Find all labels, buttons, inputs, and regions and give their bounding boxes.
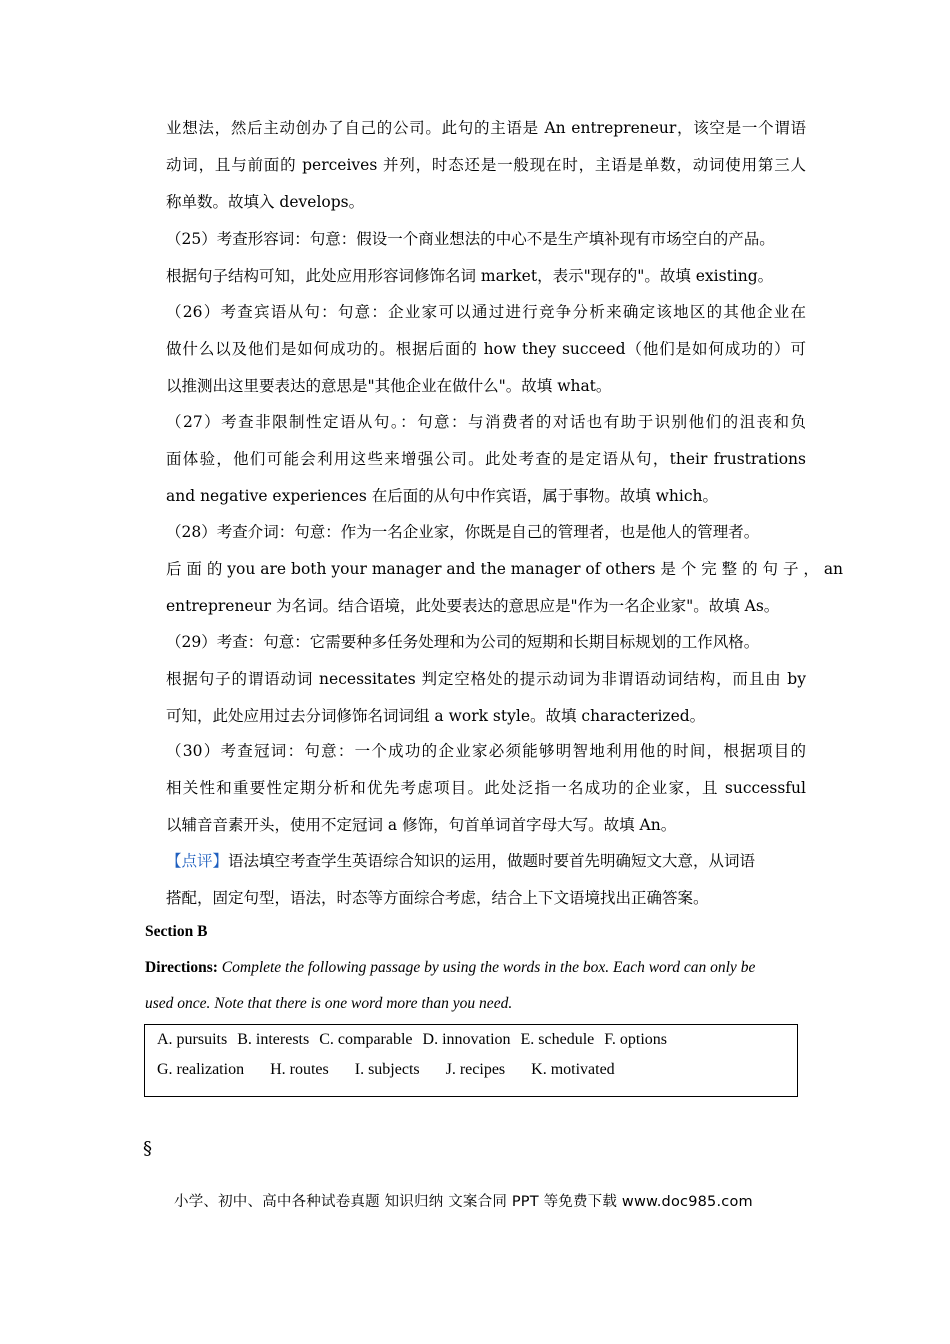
comment-tag: 【点评】 <box>166 852 229 870</box>
explanation-27-line-1: （27）考查非限制性定语从句。：句意：与消费者的对话也有助于识别他们的沮丧和负 <box>166 413 806 431</box>
word-option: H. routes <box>270 1061 329 1078</box>
explanation-28-line-1: （28）考查介词：句意：作为一名企业家，你既是自己的管理者，也是他人的管理者。 <box>166 523 760 541</box>
explanation-26-line-2: 做什么以及他们是如何成功的。根据后面的 how they succeed（他们是如何成功的）可 <box>166 340 806 358</box>
word-option: J. recipes <box>445 1061 506 1078</box>
directions-line-1 <box>145 949 755 986</box>
word-option: K. motivated <box>531 1061 615 1078</box>
explanation-29-line-2: 根据句子的谓语动词 necessitates 判定空格处的提示动词为非谓语动词结构，而且由 by <box>166 670 806 688</box>
word-option: F. options <box>604 1031 668 1048</box>
explanation-27-line-2: 面体验，他们可能会利用这些来增强公司。此处考查的是定语从句，their frustrations <box>166 450 806 468</box>
explanation-28-line-3: entrepreneur 为名词。结合语境，此处要表达的意思应是"作为一名企业家"。故填 As。 <box>166 597 780 615</box>
explanation-26-line-1: （26）考查宾语从句：句意：企业家可以通过进行竞争分析来确定该地区的其他企业在 <box>166 303 806 321</box>
directions-line-2 <box>145 985 512 1022</box>
explanation-29-line-1: （29）考查：句意：它需要种多任务处理和为公司的短期和长期目标规划的工作风格。 <box>166 633 760 651</box>
comment-line-1 <box>166 843 755 880</box>
explanation-30-line-1: （30）考查冠词：句意：一个成功的企业家必须能够明智地利用他的时间，根据项目的 <box>166 742 806 760</box>
comment-text-1: 语法填空考查学生英语综合知识的运用，做题时要首先明确短文大意，从词语 <box>228 852 756 870</box>
explanation-24-line-2: 动词，且与前面的 perceives 并列，时态还是一般现在时，主语是单数，动词使用第三人 <box>166 156 806 174</box>
directions-text-1: Complete the following passage by using the words in the box. Each word can only be <box>217 959 756 976</box>
explanation-28-line-2: 后 面 的 you are both your manager and the manager of others 是 个 完 整 的 句 子 ， an <box>166 560 844 578</box>
explanation-27-line-3: and negative experiences 在后面的从句中作宾语，属于事物。故填 which。 <box>166 487 718 505</box>
word-bank-row-2 <box>157 1061 637 1079</box>
directions-text-2: used once. Note that there is one word more than you need. <box>145 995 513 1012</box>
section-mark: § <box>143 1138 152 1159</box>
explanation-30-line-3: 以辅音音素开头，使用不定冠词 a 修饰，句首单词首字母大写。故填 An。 <box>166 816 677 834</box>
explanation-25-line-2: 根据句子结构可知，此处应用形容词修饰名词 market，表示"现存的"。故填 existing。 <box>166 267 774 285</box>
word-option: A. pursuits <box>157 1031 228 1048</box>
explanation-29-line-3: 可知，此处应用过去分词修饰名词词组 a work style。故填 characterized。 <box>166 707 706 725</box>
word-option: I. subjects <box>354 1061 420 1078</box>
word-option: E. schedule <box>520 1031 595 1048</box>
page-footer: 小学、初中、高中各种试卷真题 知识归纳 文案合同 PPT 等免费下载 www.doc985.com <box>174 1194 753 1210</box>
section-b-heading: Section B <box>145 923 208 940</box>
word-option: G. realization <box>157 1061 245 1078</box>
word-option: D. innovation <box>422 1031 511 1048</box>
explanation-30-line-2: 相关性和重要性定期分析和优先考虑项目。此处泛指一名成功的企业家，且 successful <box>166 779 806 797</box>
word-bank-box <box>144 1024 798 1097</box>
directions-label: Directions: <box>145 959 218 976</box>
explanation-24-line-1: 业想法，然后主动创办了自己的公司。此句的主语是 An entrepreneur，该空是一个谓语 <box>166 119 806 137</box>
word-option: C. comparable <box>319 1031 413 1048</box>
explanation-26-line-3: 以推测出这里要表达的意思是"其他企业在做什么"。故填 what。 <box>166 377 612 395</box>
word-option: B. interests <box>237 1031 310 1048</box>
explanation-25-line-1: （25）考查形容词：句意：假设一个商业想法的中心不是生产填补现有市场空白的产品。 <box>166 230 775 248</box>
word-bank-row-1 <box>157 1031 673 1049</box>
comment-line-2: 搭配，固定句型，语法，时态等方面综合考虑，结合上下文语境找出正确答案。 <box>166 889 709 907</box>
explanation-24-line-3: 称单数。故填入 develops。 <box>166 193 365 211</box>
